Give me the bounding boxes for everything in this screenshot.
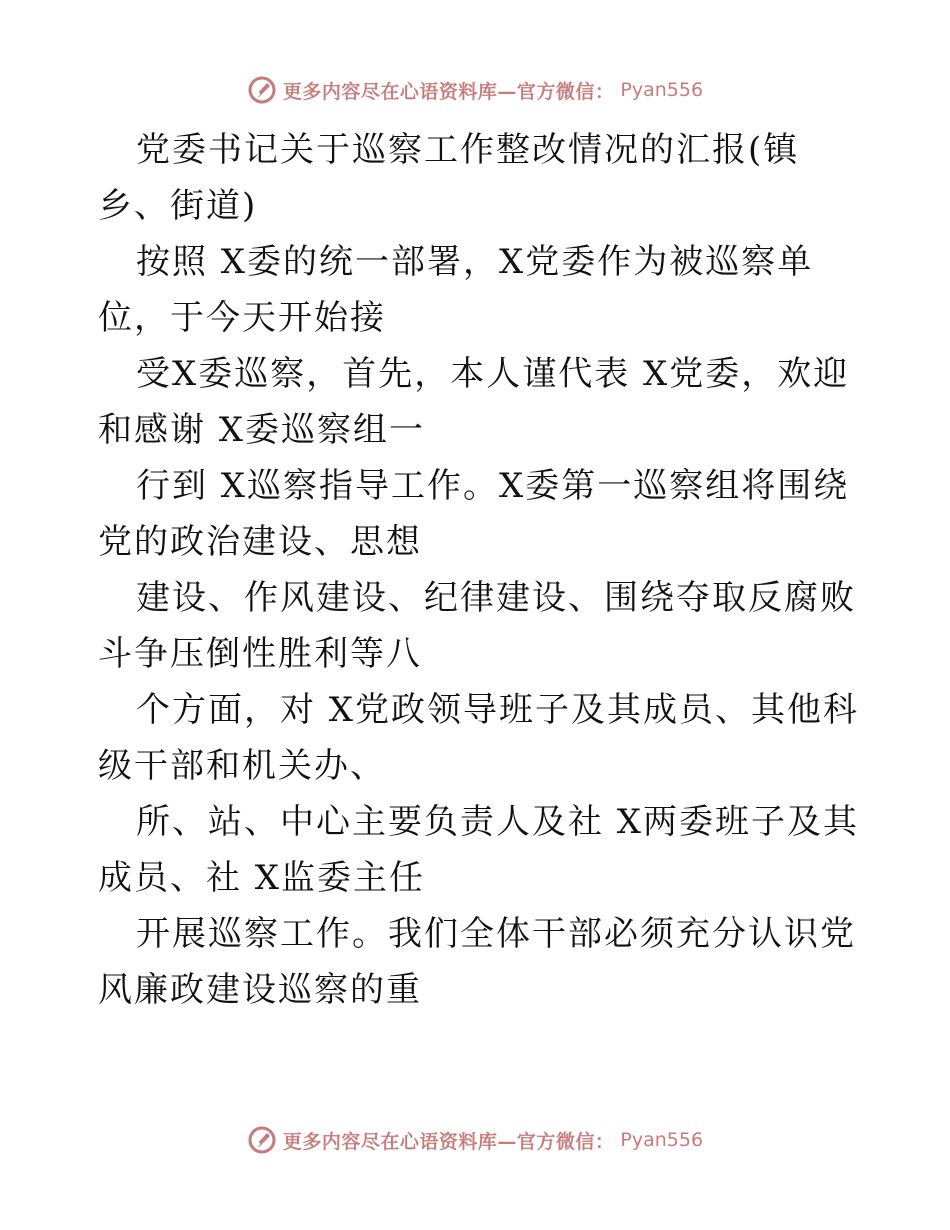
banner-text: 更多内容尽在心语资料库—官方微信：: [282, 1130, 615, 1153]
paragraph: 开展巡察工作。我们全体干部必须充分认识党风廉政建设巡察的重: [98, 914, 856, 1010]
banner-contact: Pyan556: [620, 79, 704, 101]
header-banner: [0, 72, 950, 108]
banner-contact: Pyan556: [620, 1129, 704, 1151]
paragraph: 受X委巡察，首先，本人谨代表 X党委，欢迎和感谢 X委巡察组一: [98, 354, 850, 450]
footer-banner: [0, 1122, 950, 1158]
paragraph: 个方面，对 X党政领导班子及其成员、其他科级干部和机关办、: [98, 690, 860, 786]
pen-logo-icon: [247, 1125, 277, 1155]
paragraph: 所、站、中心主要负责人及社 X两委班子及其成员、社 X监委主任: [98, 802, 860, 898]
paragraph: 行到 X巡察指导工作。X委第一巡察组将围绕党的政治建设、思想: [98, 466, 850, 562]
paragraph: 党委书记关于巡察工作整改情况的汇报(镇乡、街道): [98, 130, 800, 226]
document-body: [98, 122, 868, 1018]
paragraph: 建设、作风建设、纪律建设、围绕夺取反腐败斗争压倒性胜利等八: [98, 578, 856, 674]
paragraph: 按照 X委的统一部署，X党委作为被巡察单位，于今天开始接: [98, 242, 814, 338]
pen-logo-icon: [247, 75, 277, 105]
banner-text: 更多内容尽在心语资料库—官方微信：: [282, 80, 615, 103]
